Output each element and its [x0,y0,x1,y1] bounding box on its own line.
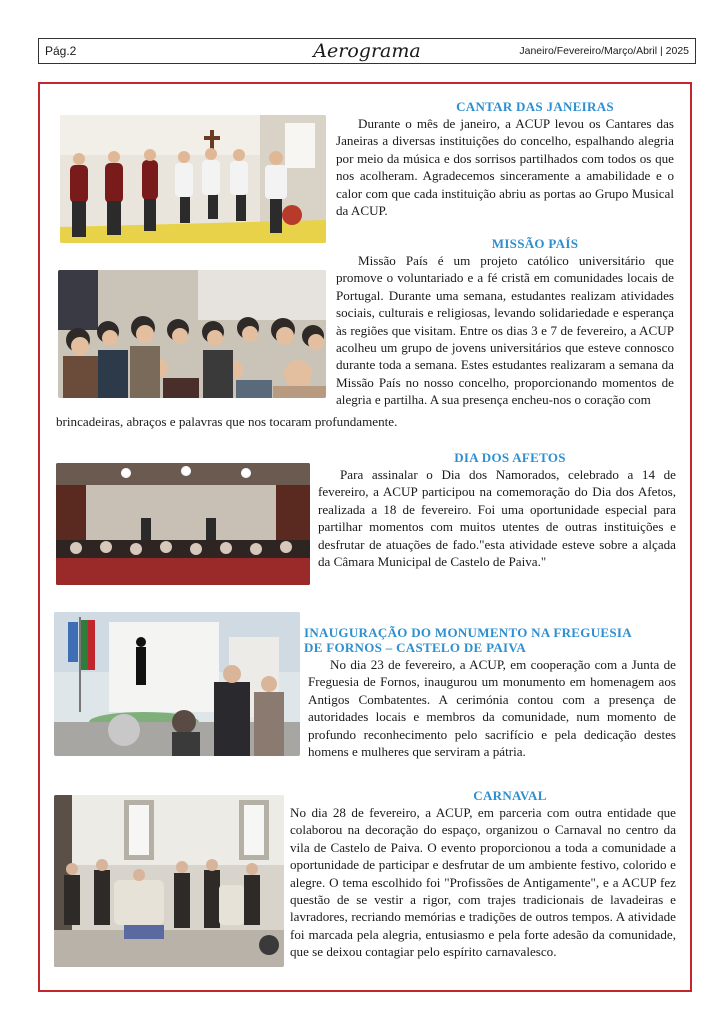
janeiras-body: Durante o mês de janeiro, a ACUP levou os Cantares das Janeiras a diversas instituições do concelho, espalhando alegria por meio da música e dos sorrisos partilhados com todos os que nos acolheram. Agradecemos sinceramente a amabilidade e o calor com que cada instituição abriu as portas ao Grupo Musical da ACUP. [336,116,674,219]
missao-heading: MISSÃO PAÍS [491,236,579,251]
carnaval-body: No dia 28 de fevereiro, a ACUP, em parceria com outra entidade que colaborou na decoração do espaço, organizou o Carnaval no centro da vila de Castelo de Paiva. O evento proporcionou a toda a comunidade a oportunidade de participar e desfrutar de um ambiente festivo, colorido e alegre. O tema escolhido foi "Profissões de Antigamente", e a ACUP fez questão de se vestir a rigor, com trajes tradicionais de lavadeiras e lavradores, recriando memórias e tradições de outros tempos. A atividade foi marcada pela alegria, entusiasmo e pela forte adesão da comunidade, que se deixou contagiar pelo espírito carnavalesco. [290,805,676,960]
janeiras-heading: CANTAR DAS JANEIRAS [456,99,614,114]
missao-photo [58,270,326,398]
missao-body-tail: brincadeiras, abraços e palavras que nos tocaram profundamente. [56,414,398,429]
afetos-body: Para assinalar o Dia dos Namorados, celebrado a 14 de fevereiro, a ACUP participou na comemoração do Dia dos Afetos, realizada a 18 de fevereiro. Foi uma oportunidade especial para partilhar momentos com muitos utentes de outras instituições e desfrutar de atuações de fado."esta atividade esteve sobre a alçada da Câmara Municipal de Castelo de Paiva." [318,467,676,570]
janeiras-photo [60,115,326,243]
afetos-heading: DIA DOS AFETOS [454,450,566,465]
afetos-photo [56,463,310,585]
page-header [38,38,696,64]
monumento-heading-line1: INAUGURAÇÃO DO MONUMENTO NA FREGUESIA [304,625,632,640]
issue-date: Janeiro/Fevereiro/Março/Abril | 2025 [519,45,689,57]
monumento-heading-line2: DE FORNOS – CASTELO DE PAIVA [304,640,527,655]
carnaval-photo [54,795,284,967]
monumento-body: No dia 23 de fevereiro, a ACUP, em cooperação com a Junta de Freguesia de Fornos, inaugurou um monumento em homenagem aos Antigos Combatentes. A cerimónia contou com a presença de autoridades locais e membros da comunidade, num momento de profundo reconhecimento pelo sacrifício e pela dedicação destes homens e mulheres que serviram a pátria. [308,657,676,760]
missao-body: Missão País é um projeto católico universitário que promove o voluntariado e a fé cristã em comunidades locais de Portugal. Durante uma semana, estudantes realizam atividades sociais, culturais e religiosas, levando solidariedade e esperança às regiões que visitam. Entre os dias 3 e 7 de fevereiro, a ACUP acolheu um grupo de jovens universitários que esteve connosco durante toda a semana. Estes estudantes realizaram a semana da Missão País no nosso concelho, proporcionando momentos de alegria e partilha. A sua presença encheu-nos o coração com [336,253,674,408]
monumento-photo [54,612,300,756]
carnaval-heading: CARNAVAL [473,788,547,803]
page-number: Pág.2 [45,44,77,58]
newsletter-title: Aerograma [313,40,421,62]
